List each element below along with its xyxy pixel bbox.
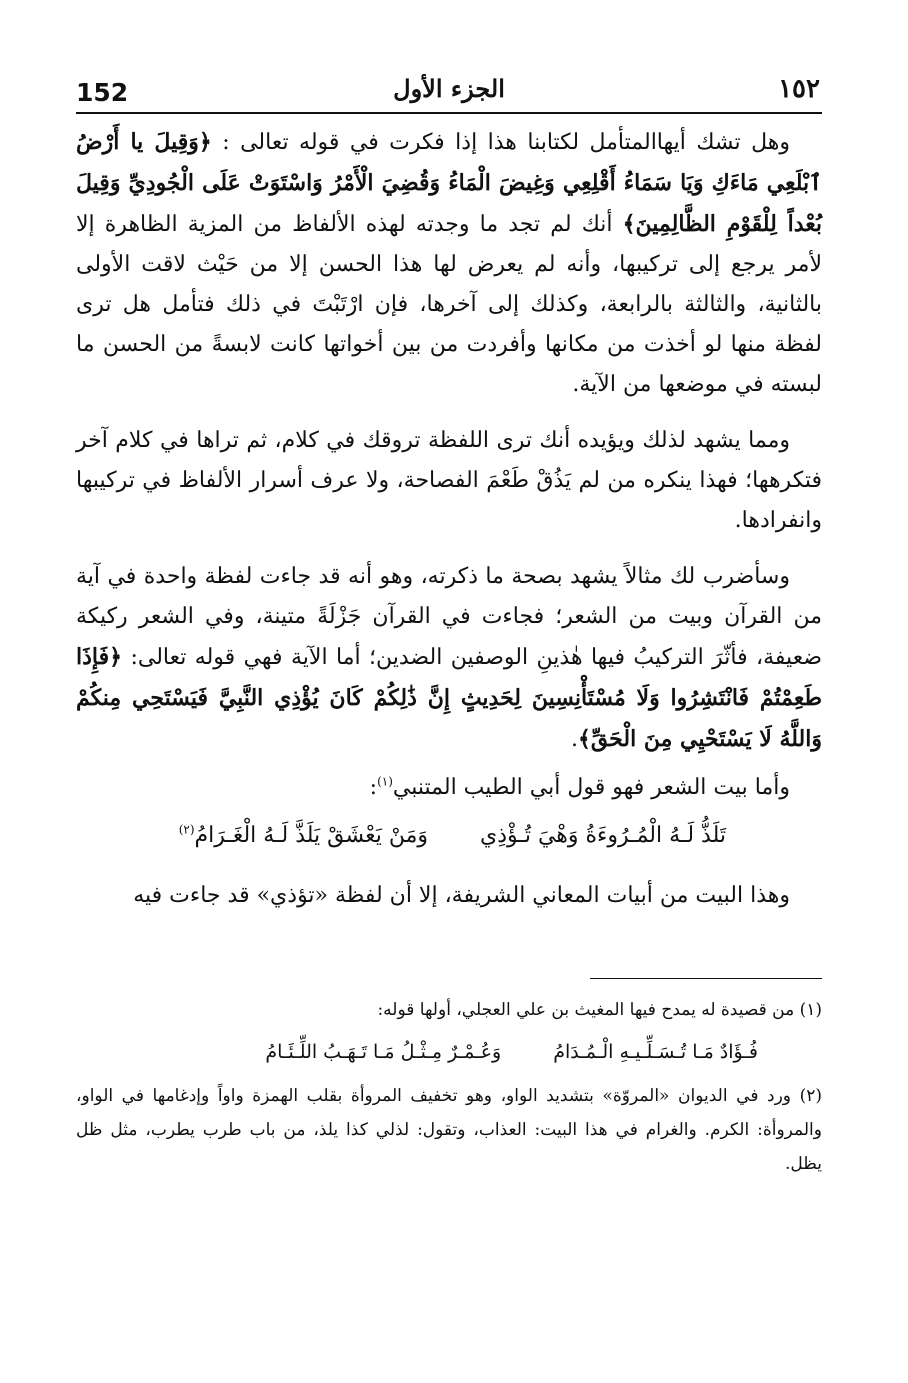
main-text <box>76 122 822 916</box>
footnote-2: (٢) ورد في الديوان «المروّة» بتشديد الواو، وهو تخفيف المروأة بقلب الهمزة واواً وإدغامها في الواو، والمروأة: الكرم. والغرام في هذا البيت: العذاب، وتقول: لذلي كذا يلذ، من باب طرب يطرب، مثل ظل يظل. <box>76 1086 822 1174</box>
paragraph-3: وسأضرب لك مثالاً يشهد بصحة ما ذكرته، وهو أنه قد جاءت لفظة واحدة في آية من القرآن وبيت من الشعر؛ فجاءت في القرآن جَزْلَةً متينة، وفي الشعر ركيكة ضعيفة، فأثّرَ التركيبُ فيها هٰذينِ الوصفين الضدين؛ أما الآية فهي قوله تعالى: ﴿فَإِذَا طَعِمْتُمْ فَانْتَشِرُوا وَلَا مُسْتَأْنِسِينَ لِحَدِيثٍ إِنَّ ذَٰلِكُمْ كَانَ يُؤْذِي النَّبِيَّ فَيَسْتَحِي مِنكُمْ وَاللَّهُ لَا يَسْتَحْيِي مِنَ الْحَقِّ﴾. <box>76 564 822 752</box>
footnote-separator <box>590 978 822 979</box>
book-page <box>76 70 822 1370</box>
footnote-ref-2: (٢) <box>178 822 195 837</box>
paragraph-4: وأما بيت الشعر فهو قول أبي الطيب المتنبي$^{(١)}$: <box>369 774 790 800</box>
footnote-verse-hemistich-1: فُـؤَادٌ مَـا تُـسَـلِّـيـهِ الْـمُـدَامُ <box>553 1041 758 1063</box>
paragraph-1: وهل تشك أيهاالمتأمل لكتابنا هذا إذا فكرت في قوله تعالى : ﴿وَقِيلَ يا أَرْضُ ٱبْلَعِي مَاءَكِ وَيَا سَمَاءُ أَقْلِعِي وَغِيضَ الْمَاءُ وَقُضِيَ الْأَمْرُ وَاسْتَوَتْ عَلَى الْجُودِيِّ وَقِيلَ بُعْداً لِلْقَوْمِ الظَّالِمِينَ﴾ أنك لم تجد ما وجدته لهذه الألفاظ من المزية الظاهرة إلا لأمر يرجع إلى تركيبها، وأنه لم يعرض لها هذا الحسن إلا من حَيْث لاقت الأولى بالثانية، والثالثة بالرابعة، وكذلك إلى آخرها، فإن ارْتَبْتَ في ذلك فتأمل هل ترى لفظة منها لو أخذت من مكانها وأفردت من بين أخواتها كانت لابسةً من الحسن ما لبسته في موضعها من الآية. <box>76 129 822 397</box>
page-header <box>76 70 822 114</box>
paragraph-5: وهذا البيت من أبيات المعاني الشريفة، إلا أن لفظة «تؤذي» قد جاءت فيه <box>133 883 790 908</box>
paragraph-2: ومما يشهد لذلك ويؤيده أنك ترى اللفظة تروقك في كلام، ثم تراها في كلام آخر فتكرهها؛ فهذا ينكره من لم يَذُقْ طَعْمَ الفصاحة، ولا عرف أسرار الألفاظ في تركيبها وانفرادها. <box>76 428 822 533</box>
footnotes <box>76 993 822 1181</box>
quran-quote: ﴿وَقِيلَ يا أَرْضُ ٱبْلَعِي مَاءَكِ وَيَا سَمَاءُ أَقْلِعِي وَغِيضَ الْمَاءُ وَقُضِيَ الْأَمْرُ وَاسْتَوَتْ عَلَى الْجُودِيِّ وَقِيلَ بُعْداً لِلْقَوْمِ الظَّالِمِينَ﴾ <box>76 129 822 237</box>
running-title: الجزء الأول <box>393 74 505 103</box>
quran-quote: ﴿فَإِذَا طَعِمْتُمْ فَانْتَشِرُوا وَلَا مُسْتَأْنِسِينَ لِحَدِيثٍ إِنَّ ذَٰلِكُمْ كَانَ يُؤْذِي النَّبِيَّ فَيَسْتَحِي مِنكُمْ وَاللَّهُ لَا يَسْتَحْيِي مِنَ الْحَقِّ﴾ <box>76 644 822 752</box>
footnote-1: (١) من قصيدة له يمدح فيها المغيث بن علي العجلي، أولها قوله: <box>377 1000 822 1020</box>
footnote-verse <box>76 1035 758 1069</box>
verse-hemistich-1: تَلَذُّ لَـهُ الْمُـرُوءَةُ وَهْيَ تُـؤْذِي <box>480 823 726 848</box>
footnote-verse-hemistich-2: وَعُـمْـرٌ مِـثْـلُ مَـا تَـهَـبُ اللِّـئَـامُ <box>265 1041 502 1063</box>
verse-hemistich-2: وَمَنْ يَعْشَقْ يَلَذَّ لَـهُ الْغَـرَامُ$^{(٢)}$ <box>178 822 428 848</box>
footnote-ref-1: (١) <box>377 774 393 789</box>
poetry-verse <box>76 816 726 856</box>
page-number-latin: 152 <box>76 78 129 107</box>
page-number-arabic: ١٥٢ <box>778 74 820 104</box>
